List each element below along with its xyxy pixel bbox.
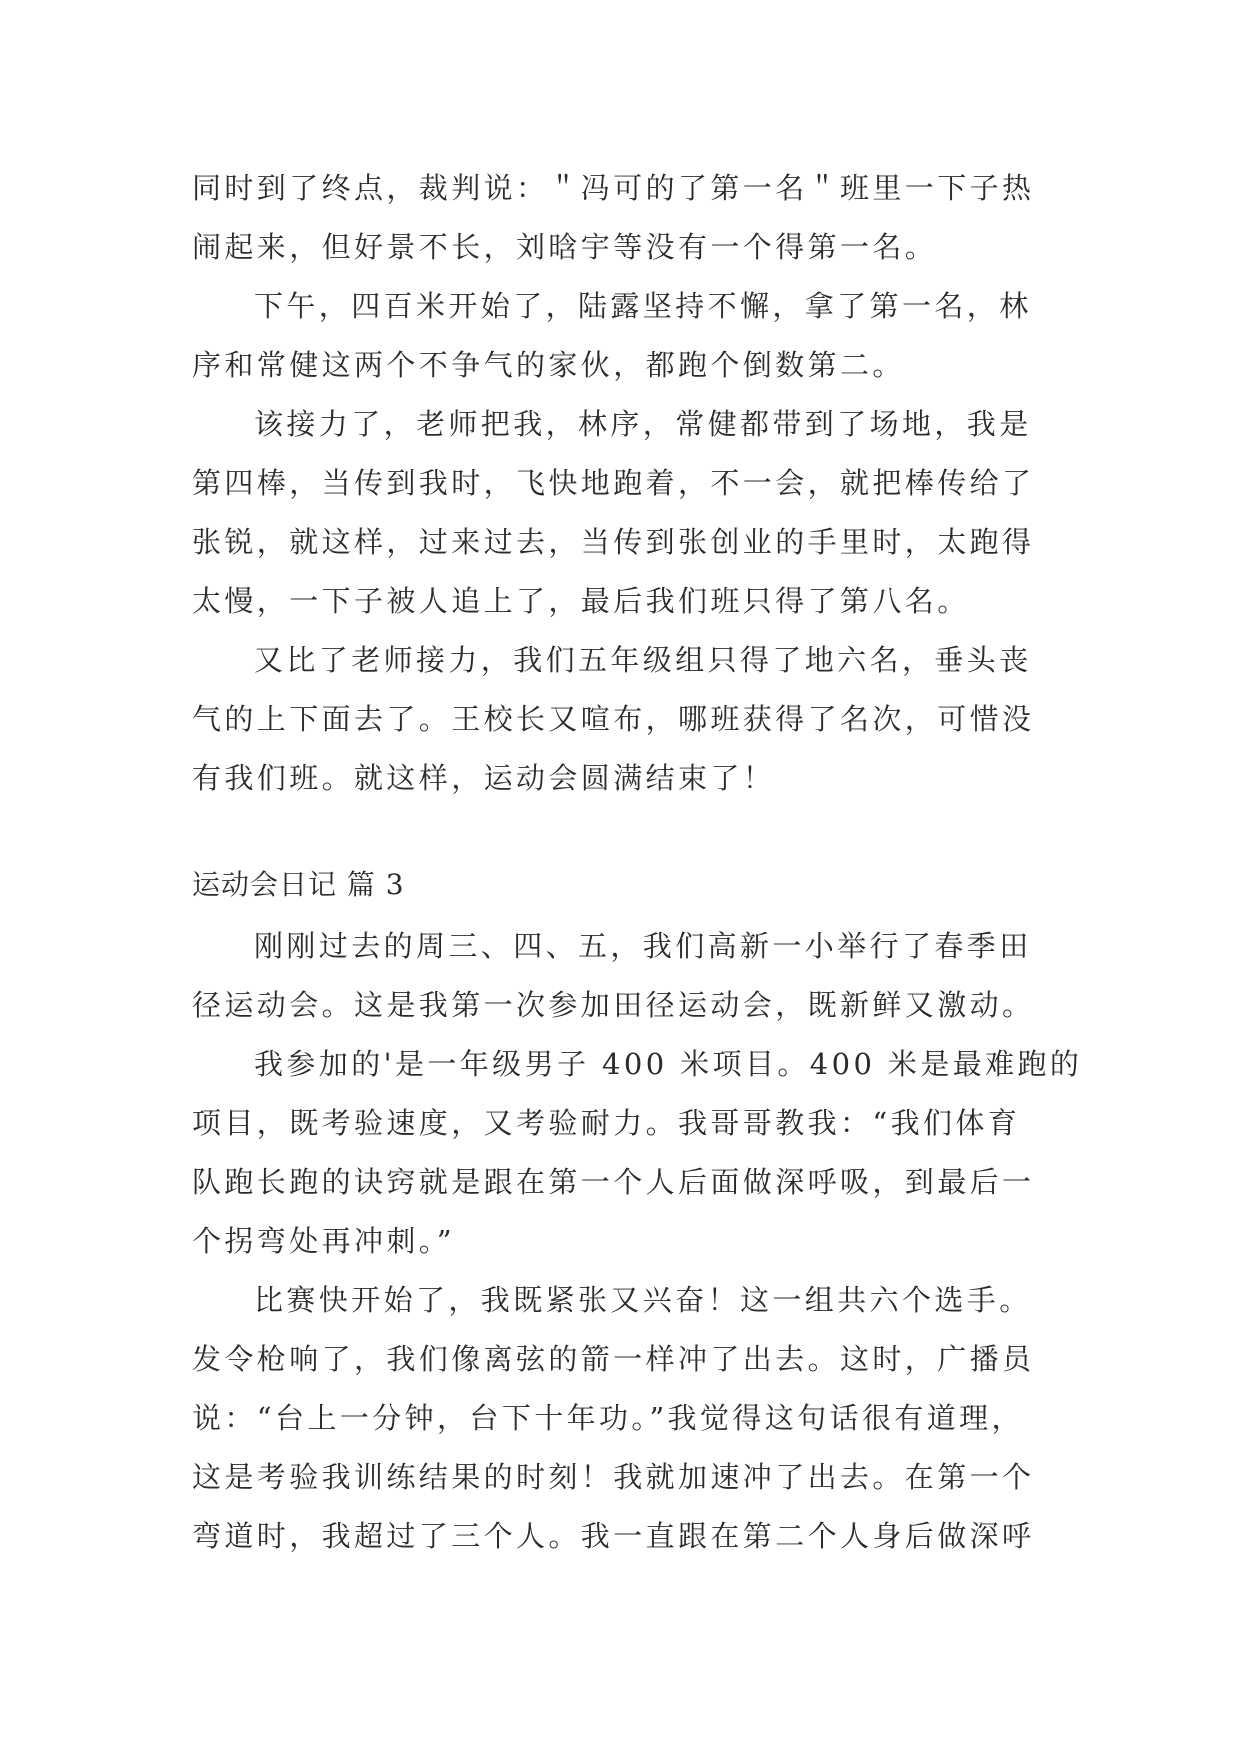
text-line: 项目，既考验速度，又考验耐力。我哥哥教我：“我们体育 [192, 1106, 1021, 1140]
text-line: 第四棒，当传到我时，飞快地跑着，不一会，就把棒传给了 [192, 466, 1035, 500]
text-line: 说：“台上一分钟，台下十年功。”我觉得这句话很有道理， [192, 1401, 1024, 1435]
text-line: 太慢，一下子被人追上了，最后我们班只得了第八名。 [192, 584, 970, 618]
paragraph-start: 刚刚过去的周三、四、五，我们高新一小举行了春季田 [254, 929, 1032, 963]
text-line: 同时到了终点，裁判说：＂冯可的了第一名＂班里一下子热 [192, 171, 1035, 205]
text-line: 发令枪响了，我们像离弦的箭一样冲了出去。这时，广播员 [192, 1342, 1035, 1376]
text-line: 气的上下面去了。王校长又喧布，哪班获得了名次，可惜没 [192, 702, 1035, 736]
text-line: 张锐，就这样，过来过去，当传到张创业的手里时，太跑得 [192, 525, 1035, 559]
text-line: 序和常健这两个不争气的家伙，都跑个倒数第二。 [192, 348, 905, 382]
text-line: 径运动会。这是我第一次参加田径运动会，既新鲜又激动。 [192, 988, 1035, 1022]
text-line: 弯道时，我超过了三个人。我一直跟在第二个人身后做深呼 [192, 1519, 1035, 1553]
paragraph-start: 下午，四百米开始了，陆露坚持不懈，拿了第一名，林 [254, 289, 1032, 323]
text-line: 有我们班。就这样，运动会圆满结束了！ [192, 761, 776, 795]
text-line: 个拐弯处再冲刺。” [192, 1224, 455, 1258]
paragraph-start: 又比了老师接力，我们五年级组只得了地六名，垂头丧 [254, 643, 1032, 677]
paragraph-start: 比赛快开始了，我既紧张又兴奋！这一组共六个选手。 [254, 1283, 1032, 1317]
text-line: 闹起来，但好景不长，刘晗宇等没有一个得第一名。 [192, 230, 938, 264]
paragraph-start: 该接力了，老师把我，林序，常健都带到了场地，我是 [254, 407, 1032, 441]
section-heading: 运动会日记 篇 3 [192, 868, 405, 901]
paragraph-start: 我参加的'是一年级男子 400 米项目。400 米是最难跑的 [254, 1047, 1083, 1081]
text-line: 这是考验我训练结果的时刻！我就加速冲了出去。在第一个 [192, 1460, 1035, 1494]
text-line: 队跑长跑的诀窍就是跟在第一个人后面做深呼吸，到最后一 [192, 1165, 1035, 1199]
